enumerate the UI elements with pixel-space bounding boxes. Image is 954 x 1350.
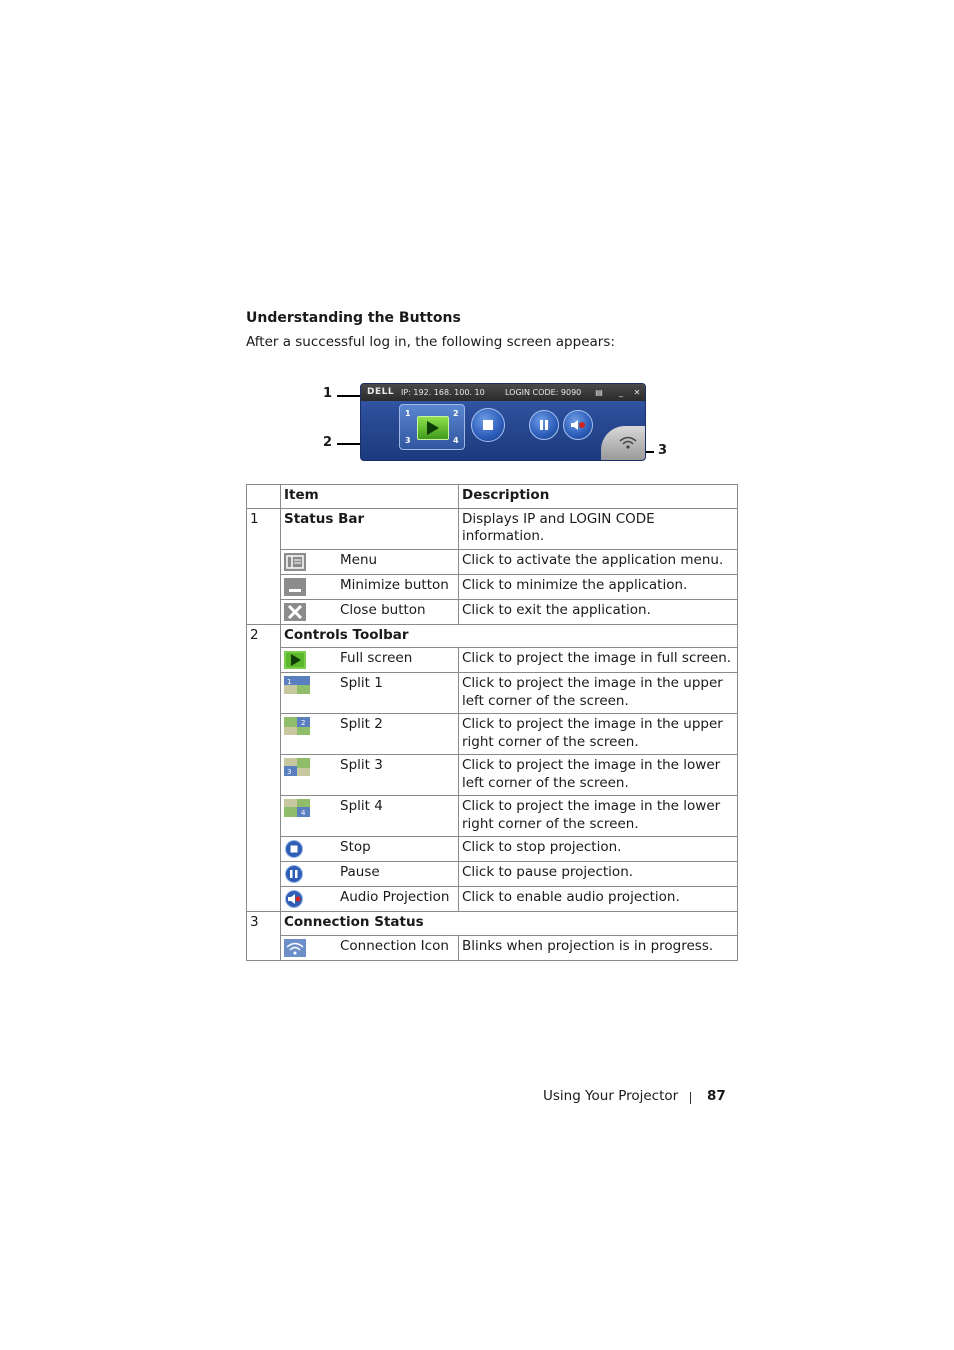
pause-button[interactable] (529, 410, 559, 440)
minimize-icon (284, 578, 306, 596)
item-description: Click to stop projection. (459, 837, 738, 862)
footer-chapter: Using Your Projector (543, 1088, 679, 1104)
pause-icon (538, 419, 550, 431)
table-header-number (247, 485, 281, 509)
icon-cell (281, 796, 338, 837)
split-3-button[interactable]: 3 (405, 436, 411, 445)
svg-text:4: 4 (301, 809, 306, 817)
table-row (247, 648, 738, 673)
projector-app-window (360, 383, 646, 461)
item-description: Click to pause projection. (459, 862, 738, 887)
item-description: Click to minimize the application. (459, 574, 738, 599)
close-button[interactable]: ✕ (633, 388, 641, 397)
icon-cell (281, 574, 338, 599)
item-label: Pause (337, 862, 459, 887)
table-row (247, 837, 738, 862)
play-icon (426, 421, 440, 435)
table-row (247, 862, 738, 887)
split-4-icon (284, 799, 310, 817)
item-label: Split 2 (337, 714, 459, 755)
table-row (247, 887, 738, 912)
table-row (247, 912, 738, 936)
dell-logo: DELL (367, 387, 395, 397)
full-screen-button[interactable] (417, 416, 449, 440)
callout-1: 1 (323, 386, 333, 401)
page-number: 87 (707, 1088, 726, 1104)
item-description: Blinks when projection is in progress. (459, 935, 738, 960)
svg-text:1: 1 (287, 678, 292, 686)
ip-address: IP: 192. 168. 100. 10 (401, 388, 485, 397)
full-screen-icon (284, 651, 306, 669)
item-description: Click to enable audio projection. (459, 887, 738, 912)
close-icon (284, 603, 306, 621)
wifi-icon (619, 436, 637, 450)
icon-cell (281, 837, 338, 862)
item-label: Audio Projection (337, 887, 459, 912)
item-description: Click to project the image in the upper left corner of the screen. (459, 673, 738, 714)
item-description: Click to exit the application. (459, 599, 738, 624)
split-1-button[interactable]: 1 (405, 409, 411, 418)
intro-text: After a successful log in, the following screen appears: (246, 334, 615, 350)
audio-projection-icon (284, 890, 306, 908)
speaker-icon (570, 419, 586, 431)
stop-icon (284, 840, 306, 858)
item-label: Menu (337, 549, 459, 574)
item-description: Click to project the image in full screen. (459, 648, 738, 673)
connection-status (601, 426, 645, 460)
table-row (247, 574, 738, 599)
split-3-icon (284, 758, 310, 776)
icon-cell (281, 935, 338, 960)
icon-cell (281, 755, 338, 796)
section-title: Controls Toolbar (281, 624, 738, 648)
table-header-description: Description (459, 485, 738, 509)
table-row (247, 796, 738, 837)
icon-cell (281, 862, 338, 887)
split-2-button[interactable]: 2 (453, 409, 459, 418)
section-title: Status Bar (281, 508, 459, 549)
callout-1-line (337, 395, 361, 397)
table-row (247, 549, 738, 574)
stop-button[interactable] (471, 408, 505, 442)
icon-cell (281, 599, 338, 624)
split-4-button[interactable]: 4 (453, 436, 459, 445)
item-label: Full screen (337, 648, 459, 673)
minimize-button[interactable]: _ (619, 388, 623, 397)
table-row (247, 599, 738, 624)
icon-cell (281, 673, 338, 714)
icon-cell (281, 648, 338, 673)
item-description: Click to project the image in the lower right corner of the screen. (459, 796, 738, 837)
item-description: Click to project the image in the upper right corner of the screen. (459, 714, 738, 755)
menu-icon (284, 553, 306, 571)
connection-icon (284, 939, 306, 957)
app-screenshot-figure (320, 380, 680, 465)
item-label: Split 1 (337, 673, 459, 714)
table-header-item: Item (281, 485, 459, 509)
login-code: LOGIN CODE: 9090 (505, 388, 582, 397)
split-1-icon (284, 676, 310, 694)
item-label: Stop (337, 837, 459, 862)
item-label: Minimize button (337, 574, 459, 599)
item-label: Connection Icon (337, 935, 459, 960)
split-controls (399, 404, 465, 450)
svg-text:2: 2 (301, 719, 306, 727)
table-row (247, 624, 738, 648)
callout-2: 2 (323, 435, 333, 450)
icon-cell (281, 714, 338, 755)
item-label: Split 4 (337, 796, 459, 837)
section-number: 3 (247, 912, 281, 961)
table-row (247, 673, 738, 714)
table-row (247, 755, 738, 796)
table-row (247, 508, 738, 549)
icon-cell (281, 887, 338, 912)
icon-cell (281, 549, 338, 574)
section-title: Connection Status (281, 912, 738, 936)
callout-3: 3 (658, 443, 668, 458)
section-number: 2 (247, 624, 281, 912)
stop-icon (482, 419, 494, 431)
table-row (247, 935, 738, 960)
section-description: Displays IP and LOGIN CODE information. (459, 508, 738, 549)
status-bar (361, 384, 645, 401)
item-description: Click to project the image in the lower left corner of the screen. (459, 755, 738, 796)
table-header-row (247, 485, 738, 509)
item-label: Close button (337, 599, 459, 624)
svg-text:3: 3 (287, 768, 292, 776)
buttons-table (246, 484, 738, 961)
pause-icon (284, 865, 306, 883)
menu-button[interactable]: ▤ (595, 388, 603, 397)
audio-projection-button[interactable] (563, 410, 593, 440)
table-row (247, 714, 738, 755)
item-description: Click to activate the application menu. (459, 549, 738, 574)
section-heading: Understanding the Buttons (246, 310, 461, 326)
footer-separator (690, 1092, 691, 1104)
split-2-icon (284, 717, 310, 735)
section-number: 1 (247, 508, 281, 624)
item-label: Split 3 (337, 755, 459, 796)
